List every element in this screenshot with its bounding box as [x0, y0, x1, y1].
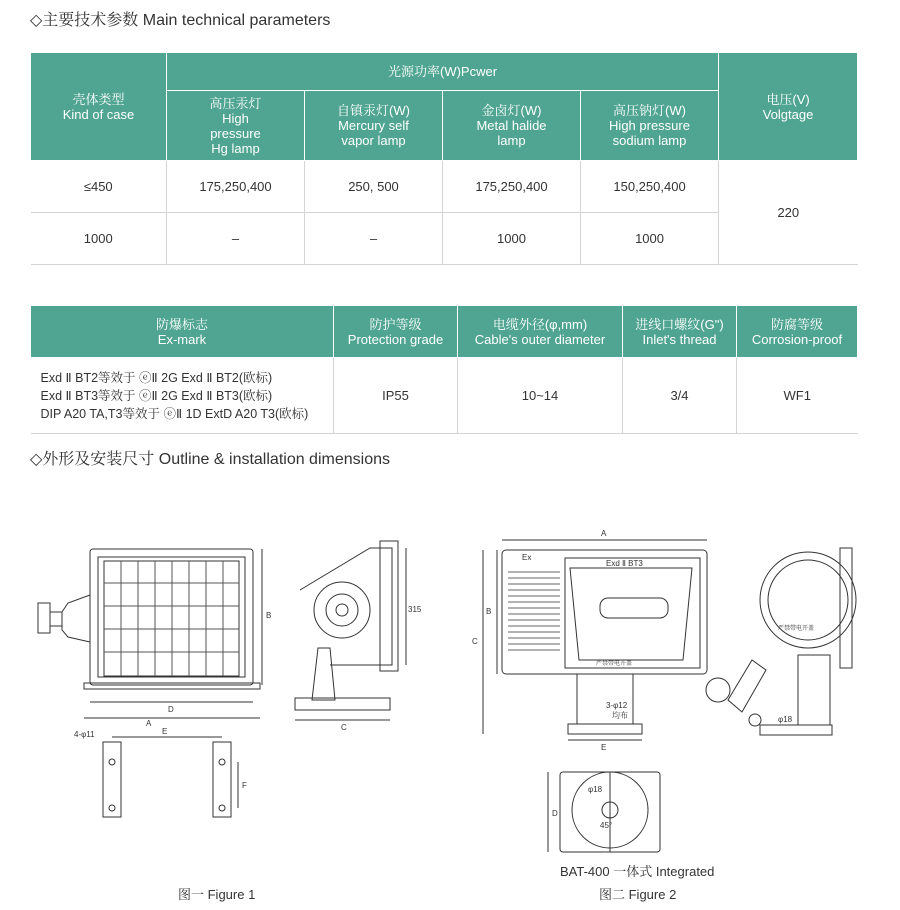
cell-value: 175,250,400 [167, 161, 305, 213]
cell-value: 250, 500 [305, 161, 443, 213]
figure1-caption: 图一 Figure 1 [178, 887, 256, 902]
fig1-dim-d: D [168, 705, 174, 714]
fig2-d18-base: φ18 [588, 785, 603, 794]
cell-value: 1000 [443, 213, 581, 265]
cell-cable: 10~14 [458, 358, 623, 434]
header-inlet-thread: 进线口螺纹(G") Inlet's thread [623, 306, 737, 358]
fig2-warning-side: 严禁带电开盖 [778, 626, 815, 632]
fig2-exd-label: Exd Ⅱ BT3 [606, 559, 643, 568]
fig2-front-view [483, 540, 707, 740]
fig1-mounting-brackets [103, 737, 238, 817]
cell-value: – [305, 213, 443, 265]
fig1-dim-e: E [162, 727, 168, 736]
fig1-dim-a: A [146, 719, 152, 728]
fig2-warning: 严禁带电开盖 [596, 661, 633, 667]
fig1-front-view [38, 549, 262, 718]
cell-ex-mark: Exd Ⅱ BT2等效于 ⓔⅡ 2G Exd Ⅱ BT2(欧标) Exd Ⅱ BT3等效于 ⓔⅡ 2G Exd Ⅱ BT3(欧标) DIP A20 TA,T3等效于 ⓔⅡ 1D ExtD A20 T3(欧标) [31, 358, 334, 434]
header-metal-halide-lamp: 金卤灯(W) Metal halide lamp [443, 91, 581, 161]
figure2-subcaption: BAT-400 一体式 Integrated [560, 864, 715, 879]
fig1-side-view [295, 541, 406, 720]
header-protection-grade: 防护等级 Protection grade [334, 306, 458, 358]
header-mercury-lamp: 自镇汞灯(W) Mercury self vapor lamp [305, 91, 443, 161]
cell-protection: IP55 [334, 358, 458, 434]
fig1-dim-b: B [266, 611, 272, 620]
fig2-dim-e: E [601, 743, 607, 752]
cell-value: 150,250,400 [581, 161, 719, 213]
cell-voltage: 220 [719, 161, 858, 265]
fig2-dim-b: B [486, 607, 492, 616]
fig1-dim-hole: 4-φ11 [74, 730, 95, 739]
header-kind-of-case: 壳体类型 Kind of case [31, 53, 167, 161]
fig2-base-view [548, 772, 660, 852]
fig2-deg: 45° [600, 821, 613, 830]
cell-value: 1000 [581, 213, 719, 265]
cell-case: 1000 [31, 213, 167, 265]
cell-corrosion: WF1 [737, 358, 858, 434]
fig1-dim-315: 315 [408, 605, 422, 614]
fig1-dim-c: C [341, 723, 347, 732]
fig2-holes: 3-φ12 [606, 701, 628, 710]
cell-value: 175,250,400 [443, 161, 581, 213]
figure2-caption: 图二 Figure 2 [599, 887, 677, 902]
cell-value: – [167, 213, 305, 265]
fig2-d18-side: φ18 [778, 715, 793, 724]
fig2-side-view [706, 548, 856, 735]
fig2-dim-a: A [601, 529, 607, 538]
section-title-technical-parameters: ◇主要技术参数 Main technical parameters [30, 12, 331, 29]
header-hg-lamp: 高压汞灯 High pressure Hg lamp [167, 91, 305, 161]
section-title-outline: ◇外形及安装尺寸 Outline & installation dimensions [30, 451, 390, 468]
header-light-power: 光源功率(W)Pcwer [167, 53, 719, 91]
header-sodium-lamp: 高压钠灯(W) High pressure sodium lamp [581, 91, 719, 161]
fig2-even: 均布 [612, 711, 628, 720]
cell-case: ≤450 [31, 161, 167, 213]
fig2-dim-c: C [472, 637, 478, 646]
header-cable-diameter: 电缆外径(φ,mm) Cable's outer diameter [458, 306, 623, 358]
fig1-dim-f: F [242, 781, 247, 790]
cell-thread: 3/4 [623, 358, 737, 434]
fig2-ex-label: Ex [522, 553, 532, 562]
header-voltage: 电压(V) Volgtage [719, 53, 858, 161]
header-ex-mark: 防爆标志 Ex-mark [31, 306, 334, 358]
header-corrosion-proof: 防腐等级 Corrosion-proof [737, 306, 858, 358]
fig2-dim-d: D [552, 809, 558, 818]
